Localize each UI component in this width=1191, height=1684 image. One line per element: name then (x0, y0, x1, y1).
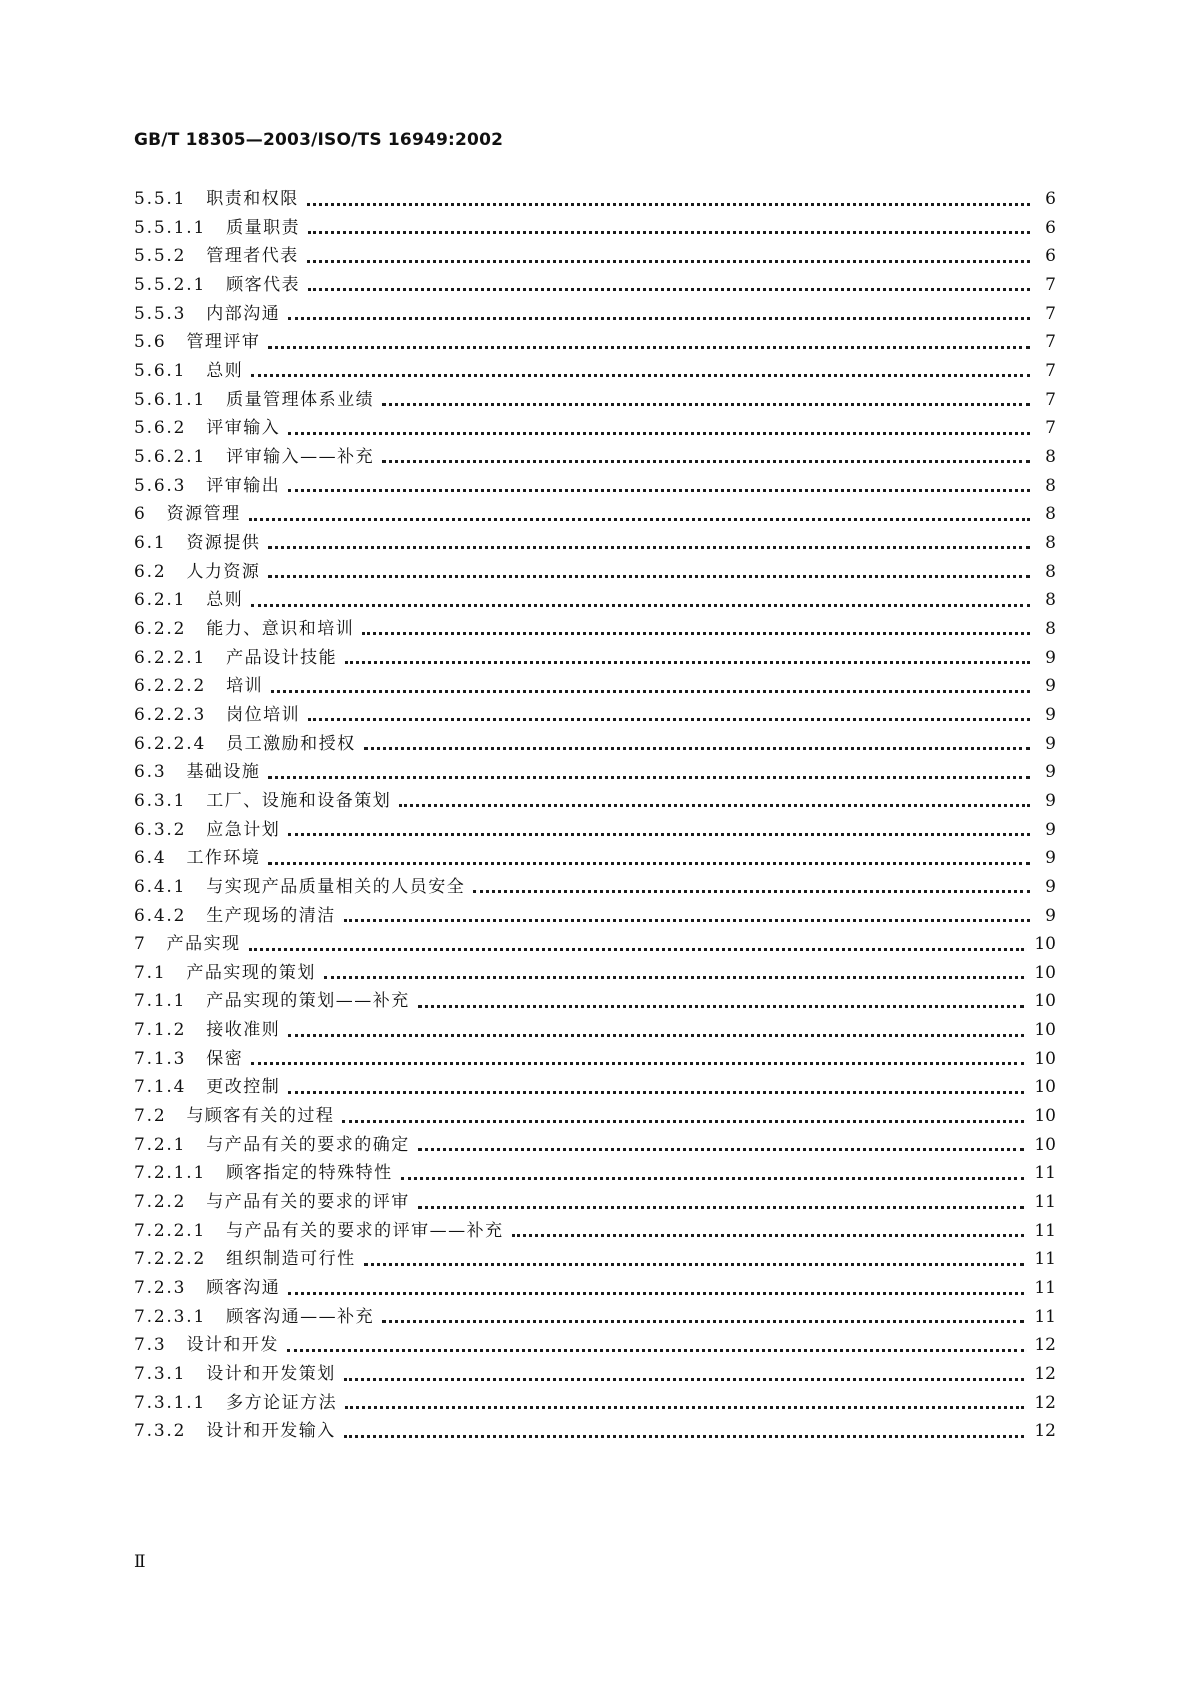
toc-leader-dots (251, 374, 1030, 377)
toc-entry (134, 356, 1056, 386)
toc-entry (134, 614, 1056, 644)
toc-leader-dots (268, 346, 1030, 349)
toc-leader-dots (249, 948, 1025, 951)
toc-leader-dots (308, 231, 1030, 234)
toc-entry-title: 评审输入——补充 (226, 446, 375, 467)
toc-leader-dots (512, 1234, 1025, 1237)
toc-entry-label (134, 729, 356, 759)
toc-entry-title: 产品设计技能 (226, 647, 338, 668)
toc-entry (134, 929, 1056, 959)
toc-leader-dots (382, 403, 1030, 406)
toc-entry-label (134, 1359, 336, 1389)
toc-entry-title: 总则 (206, 590, 244, 611)
toc-entry-label (134, 1101, 334, 1131)
toc-leader-dots (268, 546, 1030, 549)
toc-entry-title: 人力资源 (186, 561, 261, 582)
toc-entry-title: 总则 (206, 360, 244, 381)
toc-entry-number: 7.2.3 (134, 1278, 187, 1299)
toc-entry (134, 1044, 1056, 1074)
toc-entry-title: 设计和开发输入 (206, 1421, 336, 1442)
toc-entry (134, 1273, 1056, 1303)
toc-entry-page: 10 (1034, 1134, 1056, 1155)
toc-leader-dots (345, 1406, 1024, 1409)
toc-entry-page: 11 (1034, 1220, 1056, 1241)
toc-entry-page: 8 (1045, 590, 1056, 611)
toc-entry-label (134, 1015, 280, 1045)
toc-leader-dots (288, 1034, 1024, 1037)
toc-entry-title: 培训 (226, 676, 264, 697)
toc-entry (134, 270, 1056, 300)
toc-leader-dots (364, 1263, 1025, 1266)
toc-entry-label (134, 299, 280, 329)
toc-entry-label (134, 757, 260, 787)
toc-entry-label (134, 643, 337, 673)
toc-entry (134, 958, 1056, 988)
toc-leader-dots (308, 288, 1030, 291)
toc-entry-number: 6 (134, 504, 147, 525)
toc-entry-number: 6.2 (134, 561, 167, 582)
toc-entry-number: 7.3.1.1 (134, 1392, 207, 1413)
toc-entry (134, 213, 1056, 243)
toc-entry-label (134, 1302, 374, 1332)
toc-entry-title: 质量职责 (226, 217, 301, 238)
toc-entry (134, 1130, 1056, 1160)
toc-entry-title: 顾客指定的特殊特性 (226, 1163, 393, 1184)
toc-entry-title: 产品实现的策划——补充 (206, 991, 410, 1012)
toc-entry-title: 职责和权限 (206, 189, 299, 209)
toc-entry-number: 5.6.1.1 (134, 389, 207, 410)
toc-entry (134, 327, 1056, 357)
toc-entry-label (134, 986, 410, 1016)
toc-entry-number: 6.2.1 (134, 590, 187, 611)
toc-entry-number: 5.6.2.1 (134, 446, 207, 467)
toc-entry-label (134, 958, 316, 988)
toc-entry-number: 7.2.2.1 (134, 1220, 207, 1241)
toc-entry-label (134, 901, 336, 931)
toc-entry (134, 1101, 1056, 1131)
toc-entry-page: 10 (1034, 962, 1056, 983)
toc-entry (134, 1416, 1056, 1446)
toc-entry-title: 管理者代表 (206, 246, 299, 267)
toc-entry-number: 5.6.1 (134, 360, 187, 381)
toc-entry-number: 6.4.2 (134, 905, 187, 926)
toc-leader-dots (251, 1062, 1024, 1065)
toc-entry-page: 9 (1045, 876, 1056, 897)
toc-entry-title: 组织制造可行性 (226, 1249, 356, 1270)
toc-entry-page: 7 (1045, 418, 1056, 439)
toc-entry (134, 1302, 1056, 1332)
toc-entry-number: 5.5.3 (134, 303, 187, 324)
toc-entry-number: 5.6.3 (134, 475, 187, 496)
toc-entry-page: 12 (1034, 1364, 1056, 1385)
toc-entry-title: 内部沟通 (206, 303, 281, 324)
toc-entry-label (134, 557, 260, 587)
toc-leader-dots (345, 661, 1030, 664)
toc-entry-title: 员工激励和授权 (226, 733, 356, 754)
toc-entry-number: 5.5.1 (134, 189, 187, 209)
toc-entry-page: 11 (1034, 1192, 1056, 1213)
toc-entry (134, 184, 1056, 214)
toc-entry-title: 接收准则 (206, 1020, 281, 1041)
toc-entry-number: 6.1 (134, 532, 167, 553)
toc-entry-number: 5.6.2 (134, 418, 187, 439)
toc-entry-label (134, 1130, 410, 1160)
toc-entry-page: 11 (1034, 1278, 1056, 1299)
toc-entry-label (134, 1216, 504, 1246)
toc-entry-label (134, 1416, 336, 1446)
toc-entry-label (134, 1187, 410, 1217)
toc-entry-title: 顾客沟通——补充 (226, 1306, 375, 1327)
toc-entry-number: 6.2.2 (134, 618, 187, 639)
toc-entry-number: 7 (134, 934, 147, 955)
toc-entry-page: 10 (1034, 1048, 1056, 1069)
toc-entry-number: 7.3.2 (134, 1421, 187, 1442)
toc-entry-label (134, 1330, 279, 1360)
toc-entry-title: 产品实现的策划 (186, 962, 316, 983)
toc-entry-page: 9 (1045, 704, 1056, 725)
toc-entry-page: 12 (1034, 1421, 1056, 1442)
toc-entry-page: 7 (1045, 274, 1056, 295)
toc-entry-page: 12 (1034, 1335, 1056, 1356)
toc-leader-dots (287, 1349, 1024, 1352)
toc-leader-dots (324, 976, 1024, 979)
toc-entry (134, 1388, 1056, 1418)
toc-entry-number: 7.2.1 (134, 1134, 187, 1155)
toc-entry-title: 与实现产品质量相关的人员安全 (206, 876, 466, 897)
toc-entry-number: 5.5.1.1 (134, 217, 207, 238)
toc-entry-title: 管理评审 (186, 332, 261, 353)
toc-entry-number: 5.5.2 (134, 246, 187, 267)
toc-entry (134, 729, 1056, 759)
toc-entry (134, 700, 1056, 730)
toc-entry-label (134, 442, 374, 472)
toc-entry-page: 8 (1045, 561, 1056, 582)
toc-entry-title: 更改控制 (206, 1077, 281, 1098)
toc-entry-page: 9 (1045, 676, 1056, 697)
toc-entry-page: 8 (1045, 446, 1056, 467)
toc-entry-page: 10 (1034, 991, 1056, 1012)
toc-entry-label (134, 843, 260, 873)
toc-leader-dots (308, 718, 1030, 721)
toc-entry-page: 9 (1045, 790, 1056, 811)
toc-entry-title: 资源提供 (186, 532, 261, 553)
toc-entry (134, 413, 1056, 443)
toc-entry-title: 与顾客有关的过程 (186, 1106, 335, 1127)
toc-entry-page: 11 (1034, 1306, 1056, 1327)
toc-leader-dots (307, 260, 1030, 263)
toc-entry-page: 7 (1045, 332, 1056, 353)
toc-entry (134, 557, 1056, 587)
toc-entry-label (134, 241, 299, 271)
toc-entry-page: 11 (1034, 1163, 1056, 1184)
toc-leader-dots (364, 747, 1030, 750)
toc-leader-dots (268, 862, 1030, 865)
toc-entry (134, 671, 1056, 701)
toc-entry-number: 6.4 (134, 848, 167, 869)
toc-entry (134, 1216, 1056, 1246)
toc-entry-number: 7.2.3.1 (134, 1306, 207, 1327)
toc-entry-number: 7.2 (134, 1106, 167, 1127)
toc-entry (134, 528, 1056, 558)
toc-entry-page: 9 (1045, 762, 1056, 783)
toc-entry (134, 757, 1056, 787)
toc-entry-number: 6.4.1 (134, 876, 187, 897)
toc-entry-label (134, 1044, 243, 1074)
toc-leader-dots (288, 1091, 1024, 1094)
toc-leader-dots (288, 833, 1030, 836)
toc-entry-page: 12 (1034, 1392, 1056, 1413)
toc-entry-page: 10 (1034, 934, 1056, 955)
toc-leader-dots (288, 317, 1030, 320)
toc-entry-number: 6.3 (134, 762, 167, 783)
toc-entry (134, 241, 1056, 271)
toc-entry-label (134, 1158, 393, 1188)
toc-entry-label (134, 872, 465, 902)
toc-leader-dots (251, 604, 1030, 607)
toc-entry (134, 442, 1056, 472)
toc-leader-dots (344, 1378, 1025, 1381)
toc-entry (134, 1072, 1056, 1102)
toc-entry-title: 质量管理体系业绩 (226, 389, 375, 410)
toc-entry-number: 7.2.2 (134, 1192, 187, 1213)
toc-entry-number: 7.1 (134, 962, 167, 983)
toc-leader-dots (382, 1320, 1024, 1323)
toc-entry (134, 499, 1056, 529)
toc-entry-label (134, 1072, 280, 1102)
toc-entry-page: 8 (1045, 618, 1056, 639)
toc-entry-number: 7.2.2.2 (134, 1249, 207, 1270)
toc-entry-page: 7 (1045, 389, 1056, 410)
toc-entry-page: 9 (1045, 647, 1056, 668)
toc-entry-title: 多方论证方法 (226, 1392, 338, 1413)
toc-entry-label (134, 413, 280, 443)
toc-entry-number: 5.5.2.1 (134, 274, 207, 295)
toc-entry-number: 7.2.1.1 (134, 1163, 207, 1184)
toc-leader-dots (307, 203, 1030, 206)
toc-leader-dots (288, 489, 1030, 492)
toc-entry (134, 471, 1056, 501)
toc-entry-title: 产品实现 (166, 934, 241, 955)
toc-leader-dots (288, 1292, 1024, 1295)
toc-entry-number: 7.1.4 (134, 1077, 187, 1098)
toc-entry (134, 1359, 1056, 1389)
toc-entry (134, 815, 1056, 845)
toc-entry-label (134, 213, 300, 243)
toc-entry-title: 评审输出 (206, 475, 281, 496)
toc-entry-label (134, 815, 280, 845)
toc-entry-page: 9 (1045, 733, 1056, 754)
toc-entry (134, 585, 1056, 615)
toc-leader-dots (418, 1005, 1025, 1008)
toc-entry-title: 应急计划 (206, 819, 281, 840)
toc-leader-dots (418, 1206, 1025, 1209)
toc-entry-number: 6.2.2.3 (134, 704, 207, 725)
toc-entry-label (134, 471, 280, 501)
toc-entry (134, 643, 1056, 673)
toc-entry (134, 1158, 1056, 1188)
toc-entry-number: 6.3.2 (134, 819, 187, 840)
toc-entry-title: 保密 (206, 1048, 244, 1069)
toc-entry-label (134, 1273, 280, 1303)
toc-entry-number: 7.1.2 (134, 1020, 187, 1041)
toc-entry (134, 843, 1056, 873)
toc-entry-title: 与产品有关的要求的评审 (206, 1192, 410, 1213)
toc-entry (134, 872, 1056, 902)
toc-entry-number: 7.1.3 (134, 1048, 187, 1069)
toc-entry-page: 9 (1045, 848, 1056, 869)
toc-entry-page: 6 (1045, 246, 1056, 267)
toc-entry-title: 评审输入 (206, 418, 281, 439)
toc-entry-page: 6 (1045, 217, 1056, 238)
toc-leader-dots (344, 1435, 1025, 1438)
toc-leader-dots (342, 1120, 1024, 1123)
toc-leader-dots (362, 632, 1030, 635)
toc-entry-number: 7.3.1 (134, 1364, 187, 1385)
toc-entry (134, 901, 1056, 931)
toc-leader-dots (271, 690, 1030, 693)
toc-entry-label (134, 671, 263, 701)
toc-entry-label (134, 528, 260, 558)
toc-entry-title: 能力、意识和培训 (206, 618, 355, 639)
toc-entry-title: 岗位培训 (226, 704, 301, 725)
toc-entry-title: 顾客代表 (226, 274, 301, 295)
toc-entry-number: 6.2.2.2 (134, 676, 207, 697)
toc-entry-label (134, 385, 374, 415)
toc-entry-label (134, 929, 241, 959)
toc-entry-label (134, 1388, 337, 1418)
toc-entry-page: 10 (1034, 1077, 1056, 1098)
toc-entry-title: 设计和开发 (186, 1335, 279, 1356)
toc-entry-label (134, 327, 260, 357)
toc-entry (134, 1330, 1056, 1360)
toc-entry-page: 9 (1045, 905, 1056, 926)
toc-entry-title: 与产品有关的要求的评审——补充 (226, 1220, 504, 1241)
toc-entry-title: 工厂、设施和设备策划 (206, 790, 392, 811)
toc-entry-label (134, 270, 300, 300)
toc-entry-number: 6.2.2.4 (134, 733, 207, 754)
toc-leader-dots (382, 460, 1030, 463)
toc-entry-number: 6.2.2.1 (134, 647, 207, 668)
toc-entry (134, 786, 1056, 816)
toc-entry-page: 10 (1034, 1106, 1056, 1127)
toc-entry-label (134, 585, 243, 615)
toc-leader-dots (399, 804, 1030, 807)
toc-entry-title: 资源管理 (166, 504, 241, 525)
toc-entry-title: 生产现场的清洁 (206, 905, 336, 926)
toc-entry-title: 基础设施 (186, 762, 261, 783)
toc-entry-label (134, 786, 391, 816)
toc-entry-page: 9 (1045, 819, 1056, 840)
document-header: GB/T 18305—2003/ISO/TS 16949:2002 (134, 130, 504, 150)
toc-leader-dots (418, 1148, 1025, 1151)
toc-entry (134, 1015, 1056, 1045)
toc-entry-number: 6.3.1 (134, 790, 187, 811)
toc-entry (134, 986, 1056, 1016)
toc-entry-number: 7.1.1 (134, 991, 187, 1012)
toc-leader-dots (268, 575, 1030, 578)
toc-entry-number: 7.3 (134, 1335, 167, 1356)
page-number-roman: Ⅱ (134, 1552, 146, 1572)
toc-entry-title: 顾客沟通 (206, 1278, 281, 1299)
toc-entry-page: 6 (1045, 189, 1056, 209)
toc-leader-dots (401, 1177, 1025, 1180)
toc-entry (134, 299, 1056, 329)
toc-entry-label (134, 700, 300, 730)
toc-entry-page: 10 (1034, 1020, 1056, 1041)
toc-entry-page: 8 (1045, 532, 1056, 553)
toc-entry (134, 1244, 1056, 1274)
toc-leader-dots (288, 432, 1030, 435)
toc-entry-page: 7 (1045, 303, 1056, 324)
toc-entry-title: 与产品有关的要求的确定 (206, 1134, 410, 1155)
toc-entry-label (134, 356, 243, 386)
toc-entry-page: 11 (1034, 1249, 1056, 1270)
toc-entry-title: 设计和开发策划 (206, 1364, 336, 1385)
toc-entry-label (134, 184, 299, 214)
toc-entry-title: 工作环境 (186, 848, 261, 869)
toc-leader-dots (268, 776, 1030, 779)
toc-entry-label (134, 1244, 356, 1274)
toc-entry-page: 7 (1045, 360, 1056, 381)
toc-leader-dots (249, 518, 1030, 521)
toc-entry-label (134, 614, 354, 644)
toc-entry (134, 385, 1056, 415)
toc-entry-page: 8 (1045, 504, 1056, 525)
toc-entry-number: 5.6 (134, 332, 167, 353)
toc-entry (134, 1187, 1056, 1217)
toc-entry-page: 8 (1045, 475, 1056, 496)
toc-leader-dots (344, 919, 1030, 922)
toc-entry-label (134, 499, 241, 529)
toc-leader-dots (473, 890, 1030, 893)
